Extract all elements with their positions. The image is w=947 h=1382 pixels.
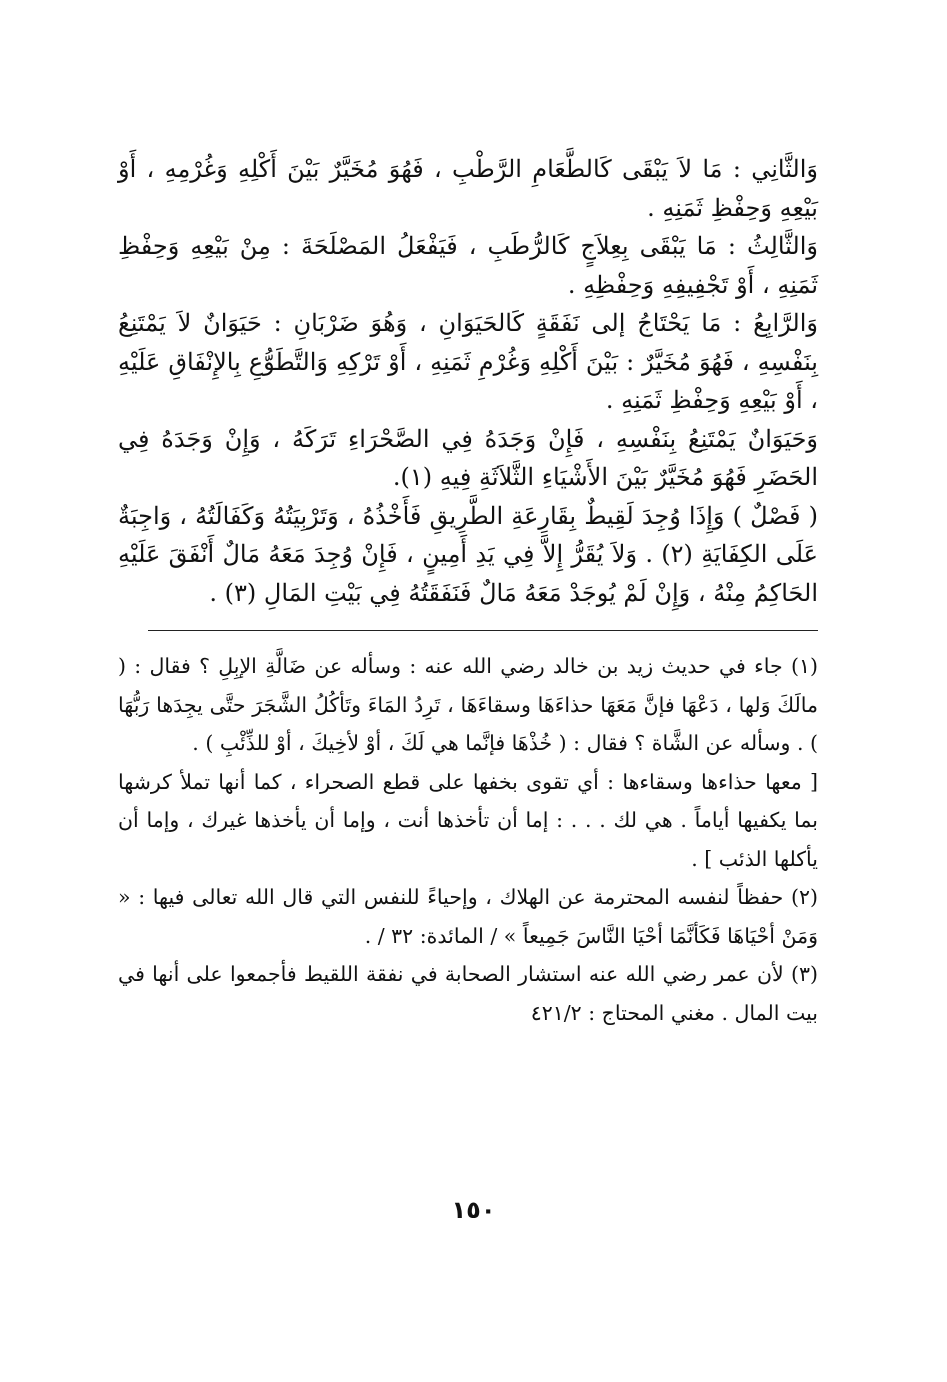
- main-text: [118, 150, 818, 612]
- footnotes: [118, 647, 818, 1032]
- paragraph-fourth-type: وَالرَّابِعُ : مَا يَحْتَاجُ إلى نَفَقَةٍ كَالحَيَوَانِ ، وَهُوَ ضَرْبَانِ : حَيَوَانٌ لاَ يَمْتَنِعُ بِنَفْسِهِ ، فَهُوَ مُخَيَّرٌ : بَيْنَ أَكْلِهِ وَغُرْمِ ثَمَنِهِ ، أَوْ تَرْكِهِ وَالتَّطَوُّعِ بِالإِنْفَاقِ عَلَيْهِ ، أَوْ بَيْعِهِ وَحِفْظِ ثَمَنِهِ .: [118, 309, 818, 414]
- footnote-1-explanation: [ معها حذاءها وسقاءها : أي تقوى بخفها على قطع الصحراء ، كما أنها تملأ كرشها بما يكفيها أياماً . هي لك . . . : إما أن تأخذها أنت ، وإما أن يأخذها غيرك ، وإما أن يأكلها الذئب ] .: [118, 769, 818, 871]
- footnote-3: (٣) لأن عمر رضي الله عنه استشار الصحابة في نفقة اللقيط فأجمعوا على أنها في بيت المال . مغني المحتاج : ٤٢١/٢: [118, 962, 818, 1025]
- paragraph-foundling-section: ( فَصْلٌ ) وَإِذَا وُجِدَ لَقِيطٌ بِقَارِعَةِ الطَّرِيقِ فَأَخْذُهُ ، وَتَرْبِيَتُهُ وَكَفَالَتُهُ ، وَاجِبَةٌ عَلَى الكِفَايَةِ (٢) . وَلاَ يُقَرُّ إِلاَّ فِي يَدِ أَمِينٍ ، فَإِنْ وُجِدَ مَعَهُ مَالٌ أَنْفَقَ عَلَيْهِ الحَاكِمُ مِنْهُ ، وَإِنْ لَمْ يُوجَدْ مَعَهُ مَالٌ فَنَفَقَتُهُ فِي بَيْتِ المَالِ (٣) .: [118, 501, 818, 607]
- footnote-2: (٢) حفظاً لنفسه المحترمة عن الهلاك ، وإحياءً للنفس التي قال الله تعالى فيها : « وَمَنْ أحْيَاهَا فَكَأنَّمَا أحْيَا النَّاسَ جَمِيعاً » / المائدة: ٣٢ / .: [118, 885, 818, 948]
- paragraph-third-type: وَالثَّالِثُ : مَا يَبْقَى بِعِلاَجٍ كَالرُّطَبِ ، فَيَفْعَلُ المَصْلَحَةَ : مِنْ بَيْعِهِ وَحِفْظِ ثَمَنِهِ ، أَوْ تَجْفِيفِهِ وَحِفْظِهِ .: [118, 232, 818, 299]
- paragraph-second-type: وَالثَّانِي : مَا لاَ يَبْقَى كَالطَّعَامِ الرَّطْبِ ، فَهُوَ مُخَيَّرٌ بَيْنَ أَكْلِهِ وَغُرْمِهِ ، أَوْ بَيْعِهِ وَحِفْظِ ثَمَنِهِ .: [118, 155, 818, 222]
- footnote-divider: [148, 630, 818, 631]
- page-number: ١٥٠: [451, 1196, 496, 1224]
- footnote-1: (١) جاء في حديث زيد بن خالد رضي الله عنه : وسأله عن ضَالَّةِ الإبِلِ ؟ فقال : ( مالَكَ وَلها ، دَعْهَا فإنَّ مَعَهَا حذاءَهَا وسقاءَهَا ، تَرِدُ المَاءَ وتَأكُلُ الشَّجَرَ حتَّى يجِدَها رَبُّهَا ) . وسأله عن الشَّاة ؟ فقال : ( خُذْهَا فإنَّما هي لَكَ ، أوْ لأخِيكَ ، أوْ للذِّئْبِ ) .: [118, 654, 818, 755]
- paragraph-self-defending-animal: وَحَيَوَانٌ يَمْتَنِعُ بِنَفْسِهِ ، فَإِنْ وَجَدَهُ فِي الصَّحْرَاءِ تَرَكَهُ ، وَإِنْ وَجَدَهُ فِي الحَضَرِ فَهُوَ مُخَيَّرٌ بَيْنَ الأَشْيَاءِ الثَّلاَثَةِ فِيهِ (١).: [118, 424, 818, 491]
- book-page: [118, 150, 818, 1032]
